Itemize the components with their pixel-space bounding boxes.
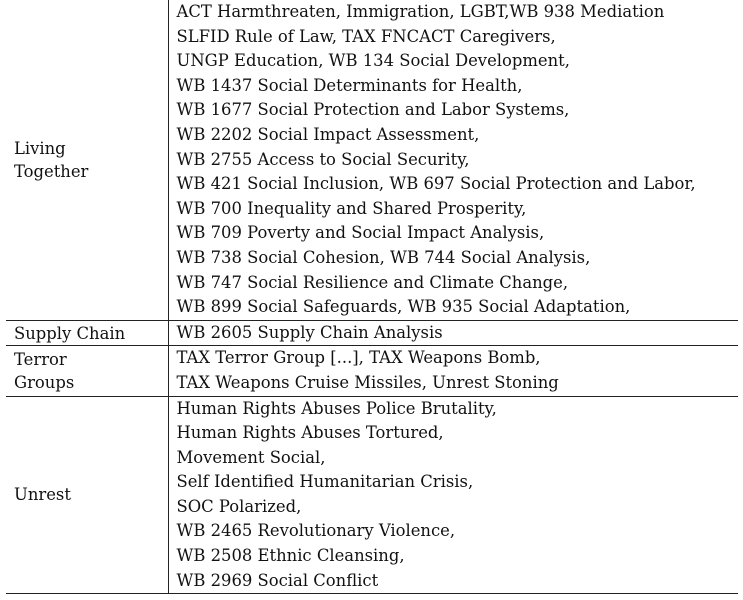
category-label-line: Supply Chain: [14, 323, 126, 343]
items-cell: [168, 0, 738, 320]
items-cell: [168, 320, 738, 346]
item-line: WB 709 Poverty and Social Impact Analysis,: [176, 223, 545, 243]
category-cell: [6, 396, 168, 594]
category-label-line: Living: [14, 138, 66, 158]
item-line: WB 1677 Social Protection and Labor Systems,: [176, 100, 570, 120]
category-label-line: Together: [14, 161, 89, 181]
items-cell: [168, 396, 738, 594]
item-line: Movement Social,: [176, 447, 326, 467]
item-line: UNGP Education, WB 134 Social Development,: [176, 51, 570, 71]
category-label-line: Unrest: [14, 485, 71, 505]
table-row: [6, 320, 738, 346]
theme-category-table: [6, 0, 738, 594]
item-line: Human Rights Abuses Tortured,: [176, 423, 444, 443]
category-cell: [6, 0, 168, 320]
item-line: WB 2969 Social Conflict: [176, 570, 379, 590]
item-line: WB 2605 Supply Chain Analysis: [176, 322, 443, 342]
category-cell: [6, 346, 168, 396]
item-line: WB 2508 Ethnic Cleansing,: [176, 546, 405, 566]
item-line: WB 747 Social Resilience and Climate Change,: [176, 272, 569, 292]
item-line: SOC Polarized,: [176, 496, 302, 516]
item-line: Human Rights Abuses Police Brutality,: [176, 398, 497, 418]
item-line: TAX Terror Group [...], TAX Weapons Bomb,: [176, 348, 541, 368]
item-line: WB 2465 Revolutionary Violence,: [176, 521, 456, 541]
item-line: WB 899 Social Safeguards, WB 935 Social Adaptation,: [176, 297, 631, 317]
table-row: [6, 396, 738, 594]
item-line: Self Identified Humanitarian Crisis,: [176, 472, 474, 492]
item-line: WB 2755 Access to Social Security,: [176, 149, 470, 169]
items-cell: [168, 346, 738, 396]
table-row: [6, 346, 738, 396]
table-row: [6, 0, 738, 320]
item-line: WB 1437 Social Determinants for Health,: [176, 75, 523, 95]
item-line: ACT Harmthreaten, Immigration, LGBT,WB 938 Mediation: [176, 2, 665, 21]
item-line: SLFID Rule of Law, TAX FNCACT Caregivers,: [176, 26, 556, 46]
theme-table-container: [6, 0, 738, 594]
item-line: WB 421 Social Inclusion, WB 697 Social Protection and Labor,: [176, 174, 696, 194]
category-label-line: Groups: [14, 372, 75, 392]
item-line: WB 2202 Social Impact Assessment,: [176, 124, 480, 144]
item-line: TAX Weapons Cruise Missiles, Unrest Stoning: [176, 372, 559, 392]
category-label-line: Terror: [14, 349, 67, 369]
item-line: WB 738 Social Cohesion, WB 744 Social Analysis,: [176, 247, 591, 267]
category-cell: [6, 320, 168, 346]
item-line: WB 700 Inequality and Shared Prosperity,: [176, 198, 527, 218]
